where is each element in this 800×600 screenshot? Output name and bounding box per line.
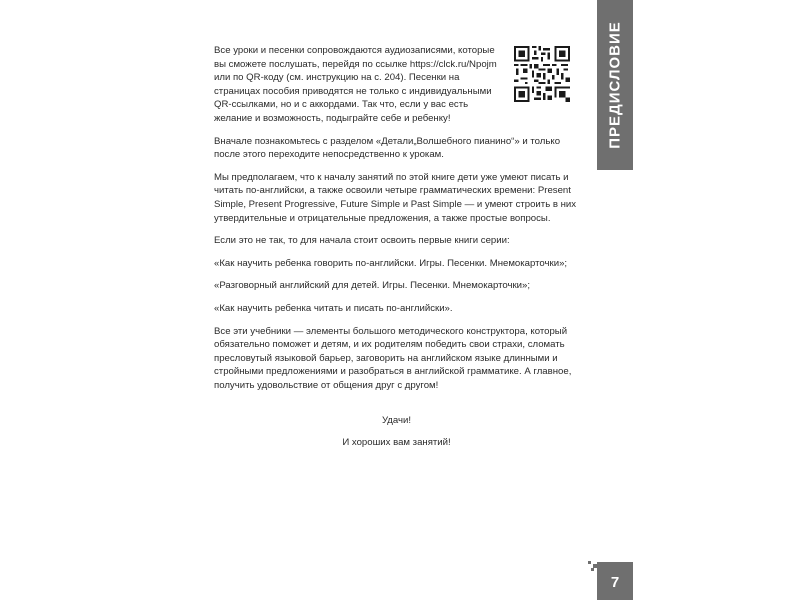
section-tab-label: ПРЕДИСЛОВИЕ — [606, 21, 624, 149]
corner-decoration — [588, 561, 597, 571]
paragraph: Мы предполагаем, что к началу занятий по этой книге дети уже умеют писать и читать по-английски, а также освоили четыре грамматических времени: Present Simple, Present Progressive, Future Simple и Past Simple — и умеют строить в них утвердительные и отрицательные предложения, а также простые вопросы. — [214, 171, 577, 224]
book-title-item: «Как научить ребенка говорить по-английски. Игры. Песенки. Мнемокарточки»; — [214, 257, 568, 269]
closing-lines — [214, 414, 579, 449]
paragraph: Если это не так, то для начала стоит освоить первые книги серии: — [214, 235, 510, 247]
section-tab — [597, 0, 633, 170]
closing-line-2: И хороших вам занятий! — [342, 437, 451, 449]
paragraph: Все уроки и песенки сопровождаются аудиозаписями, которые вы сможете послушать, перейдя по ссылке https://clck.ru/Npojm или по QR-коду (см. инструкцию на с. 204). Песенки на страницах пособия приводятся не только с индивидуальными QR-ссылками, но и с аккордами. Так что, если у вас есть желание и возможность, подыграйте себе и ребенку! — [214, 45, 497, 124]
body-text — [214, 44, 579, 458]
paragraph: Все эти учебники — элементы большого методического конструктора, который обязательно поможет и детям, и их родителям победить свои страхи, сломать пресловутый языковой барьер, заговорить на английском языке длинными и стройными предложениями и разобраться в английской грамматике. А главное, получить удовольствие от общения друг с другом! — [214, 325, 572, 391]
closing-line-1: Удачи! — [381, 415, 412, 427]
book-title-item: «Разговорный английский для детей. Игры. Песенки. Мнемокарточки»; — [214, 280, 531, 292]
paragraph: Вначале познакомьтесь с разделом «Детали„Волшебного пианино“» и только после этого переходите непосредственно к урокам. — [214, 135, 561, 161]
page-number: 7 — [597, 562, 633, 600]
book-title-item: «Как научить ребенка читать и писать по-английски». — [214, 302, 453, 314]
